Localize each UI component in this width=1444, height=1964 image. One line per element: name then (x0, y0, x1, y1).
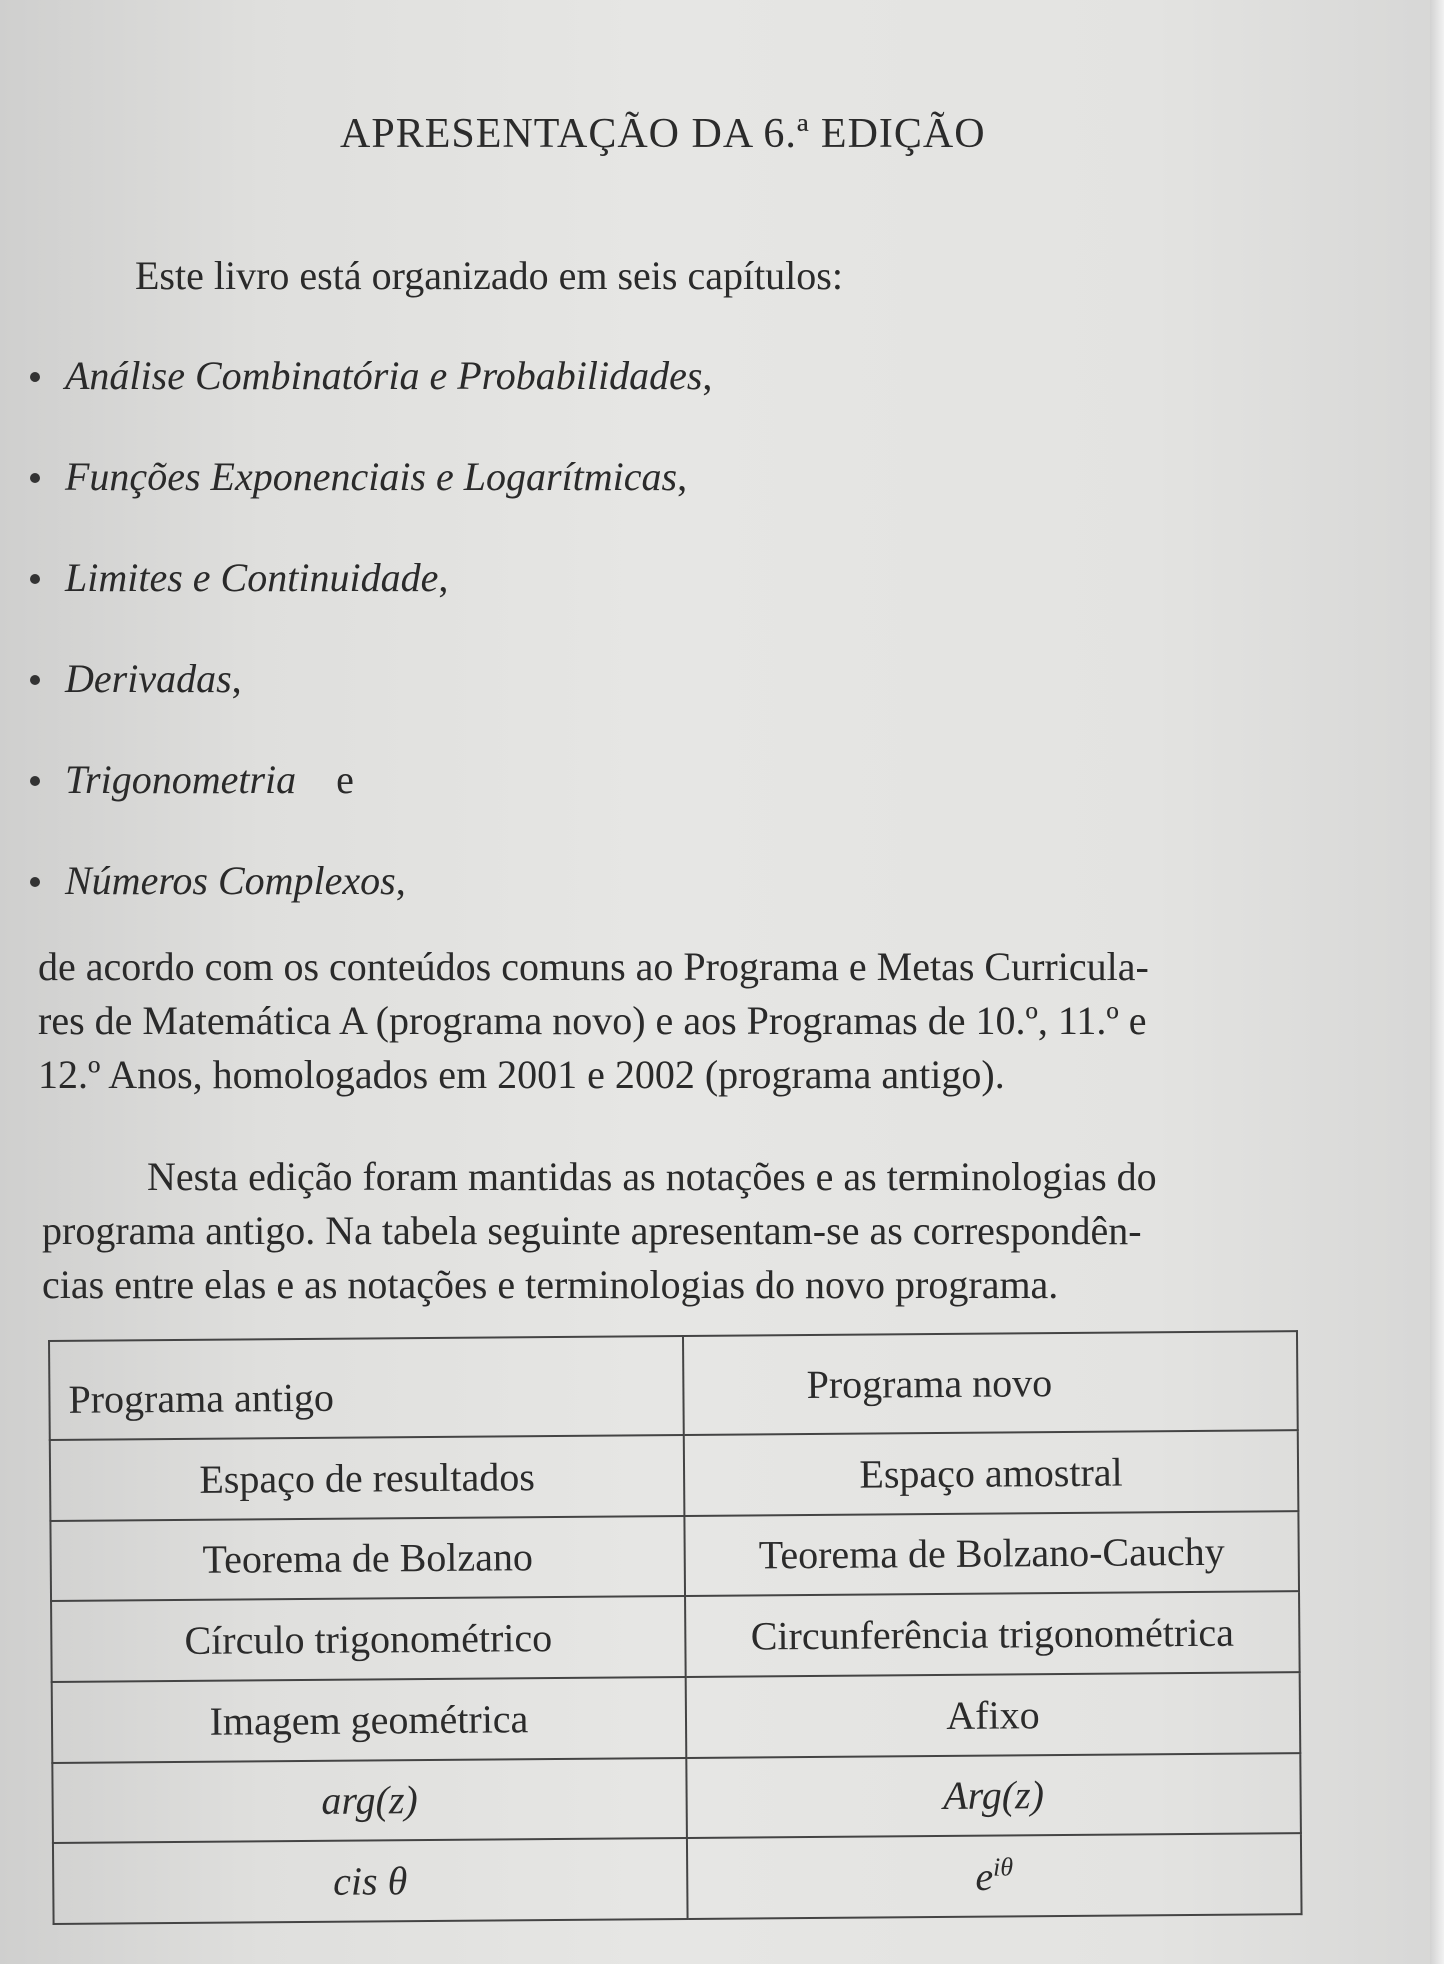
chapter-title: Derivadas (65, 656, 232, 701)
bullet-icon (30, 372, 40, 382)
correspondence-table-wrapper (48, 1330, 1303, 1925)
cell-new: Teorema de Bolzano-Cauchy (684, 1511, 1299, 1597)
correspondence-table (48, 1330, 1303, 1925)
cell-new: Arg(z) (686, 1753, 1301, 1839)
intro-sentence: Este livro está organizado em seis capítulos: (135, 253, 843, 298)
chapter-list (30, 350, 1230, 956)
cell-old: cis θ (53, 1838, 688, 1924)
chapter-item (30, 653, 1230, 754)
chapter-item (30, 552, 1230, 653)
chapter-title: Trigonometria (65, 757, 297, 802)
bullet-icon (30, 877, 40, 887)
chapter-title: Análise Combinatória e Probabilidades (65, 353, 703, 398)
paragraph-line: Nesta edição foram mantidas as notações e as terminologias do (147, 1154, 1157, 1199)
page-heading: APRESENTAÇÃO DA 6.ª EDIÇÃO (340, 111, 986, 157)
bullet-icon (30, 776, 40, 786)
chapter-suffix: e (296, 757, 354, 802)
cell-old: arg(z) (52, 1758, 687, 1844)
chapter-item (30, 754, 1230, 855)
chapter-suffix: , (395, 858, 406, 903)
paragraph-line: cias entre elas e as notações e terminologias do novo programa. (42, 1262, 1059, 1307)
chapter-suffix: , (438, 555, 449, 600)
cell-new: Circunferência trigonométrica (685, 1591, 1300, 1677)
paragraph-line: de acordo com os conteúdos comuns ao Programa e Metas Curricula- (38, 944, 1149, 989)
paragraph-line: res de Matemática A (programa novo) e aos Programas de 10.º, 11.º e (38, 998, 1147, 1043)
cell-new: Afixo (686, 1672, 1301, 1758)
header-new-program: Programa novo (683, 1331, 1298, 1435)
chapter-item (30, 451, 1230, 552)
table-row (50, 1511, 1299, 1601)
chapter-suffix: , (702, 353, 713, 398)
chapter-suffix: , (231, 656, 242, 701)
paragraph-line: 12.º Anos, homologados em 2001 e 2002 (programa antigo). (38, 1052, 1005, 1097)
cell-new: Espaço amostral (684, 1430, 1299, 1516)
table-row (53, 1833, 1302, 1924)
cell-new (687, 1833, 1302, 1919)
table-row (52, 1753, 1301, 1843)
bullet-icon (30, 473, 40, 483)
chapter-title: Limites e Continuidade (65, 555, 439, 600)
bullet-icon (30, 675, 40, 685)
table-row (52, 1672, 1301, 1762)
chapter-item (30, 350, 1230, 451)
notation-paragraph (42, 1150, 1292, 1312)
paragraph-line: programa antigo. Na tabela seguinte apresentam-se as correspondên- (42, 1208, 1142, 1253)
chapter-title: Funções Exponenciais e Logarítmicas (65, 454, 678, 499)
chapter-suffix: , (677, 454, 688, 499)
page-edge (1430, 0, 1444, 1964)
table-row (51, 1591, 1300, 1681)
cell-old: Teorema de Bolzano (50, 1516, 685, 1602)
exp-base: e (975, 1853, 994, 1900)
cell-old: Espaço de resultados (50, 1435, 685, 1521)
header-old-program: Programa antigo (49, 1336, 684, 1440)
cell-old: Imagem geométrica (52, 1677, 687, 1763)
table-row (50, 1430, 1299, 1520)
table-header-row (49, 1331, 1298, 1440)
chapter-title: Números Complexos (65, 858, 396, 903)
exp-superscript: iθ (992, 1852, 1014, 1882)
curriculum-paragraph (38, 940, 1288, 1102)
bullet-icon (30, 574, 40, 584)
cell-old: Círculo trigonométrico (51, 1596, 686, 1682)
